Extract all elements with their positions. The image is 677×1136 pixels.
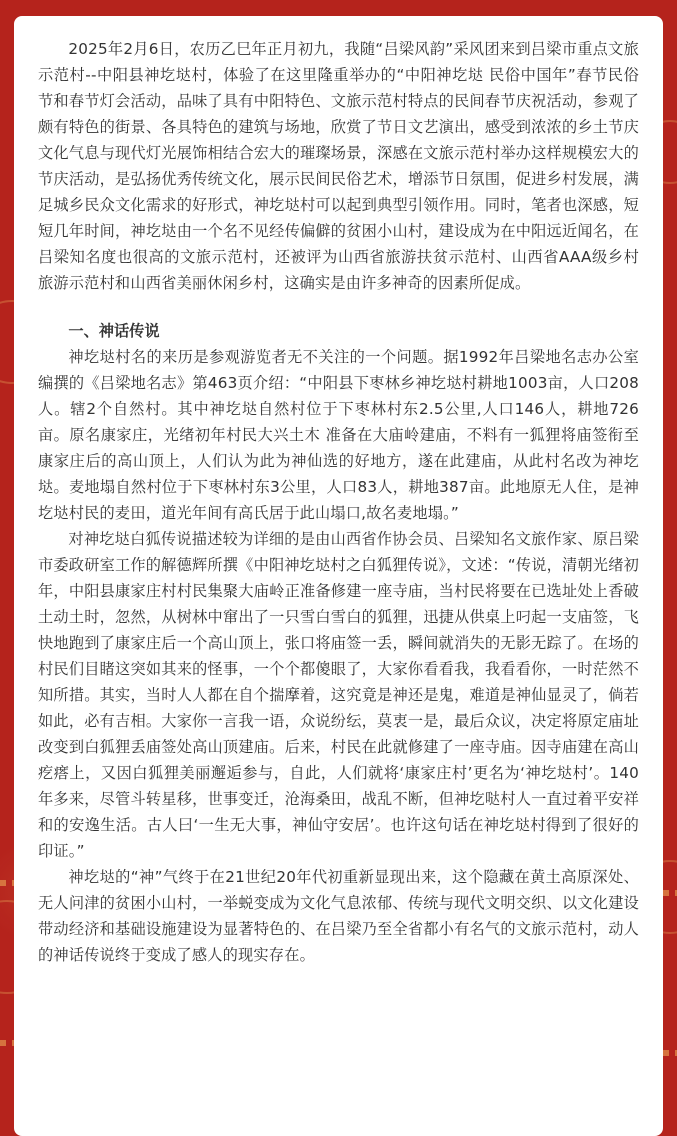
decorative-band [663, 1050, 677, 1056]
article-card [14, 16, 663, 1136]
decorative-band [0, 880, 14, 886]
section1-paragraph-3: 神圪垯的“神”气终于在21世纪20年代初重新显现出来，这个隐藏在黄土高原深处、无人问津的贫困小山村，一举蜕变成为文化气息浓郁、传统与现代文明交织、以文化建设带动经济和基础设施建设为显著特色的、在吕梁乃至全省都小有名气的文旅示范村，动人的神话传说终于变成了感人的现实存在。 [38, 868, 639, 964]
section1-paragraph-1: 神圪垯村名的来历是参观游览者无不关注的一个问题。据1992年吕梁地名志办公室编撰的《吕梁地名志》第463页介绍：“中阳县下枣林乡神圪垯村耕地1003亩，人口208人。辖2个自然村。其中神圪垯自然村位于下枣林村东2.5公里,人口146人，耕地726亩。原名康家庄，光绪初年村民大兴土木 准备在大庙岭建庙，不料有一狐狸将庙签衔至康家庄后的高山顶上，人们认为此为神仙选的好地方，遂在此建庙，从此村名改为神圪垯。麦地塌自然村位于下枣林村东3公里，人口83人，耕地387亩。此地原无人住，是神圪垯村民的麦田，道光年间有高氏居于此山塌口,故名麦地塌。” [38, 348, 639, 522]
section1-paragraph-2: 对神圪垯白狐传说描述较为详细的是由山西省作协会员、吕梁知名文旅作家、原吕梁市委政研室工作的解德辉所撰《中阳神圪垯村之白狐狸传说》，文述：“传说，清朝光绪初年，中阳县康家庄村村民集聚大庙岭正准备修建一座寺庙，当村民将要在已选址处上香破土动土时，忽然，从树林中窜出了一只雪白雪白的狐狸，迅捷从供桌上叼起一支庙签，飞快地跑到了康家庄后一个高山顶上，张口将庙签一丢，瞬间就消失的无影无踪了。在场的村民们目睹这突如其来的怪事，一个个都傻眼了，大家你看看我，我看看你，一时茫然不知所措。其实，当时人人都在自个揣摩着，这究竟是神还是鬼，难道是神仙显灵了，倘若如此，必有吉相。大家你一言我一语，众说纷纭，莫衷一是，最后众议，决定将原定庙址改变到白狐狸丢庙签处高山顶建庙。后来，村民在此就修建了一座寺庙。因寺庙建在高山疙瘩上，又因白狐狸美丽邂逅参与，自此，人们就将‘康家庄村’更名为‘神圪垯村’。140年多来，尽管斗转星移，世事变迁，沧海桑田，战乱不断，但神圪哒村人一直过着平安祥和的安逸生活。古人曰‘一生无大事，神仙守安居’。也许这句话在神圪垯村得到了很好的印证。” [38, 530, 639, 860]
decorative-band [663, 890, 677, 896]
decorative-band [0, 1040, 14, 1046]
section-heading-myth: 一、神话传说 [68, 322, 160, 340]
intro-paragraph: 2025年2月6日，农历乙巳年正月初九，我随“吕梁风韵”采风团来到吕梁市重点文旅示范村--中阳县神圪垯村，体验了在这里隆重举办的“中阳神圪垯 民俗中国年”春节民俗节和春节灯会活动，品味了具有中阳特色、文旅示范村特点的民间春节庆祝活动，参观了颇有特色的街景、各具特色的建筑与场地，欣赏了节日文艺演出，感受到浓浓的乡土节庆文化气息与现代灯光展饰相结合宏大的璀璨场景，深感在文旅示范村举办这样规模宏大的节庆活动，是弘扬优秀传统文化，展示民间民俗艺术，增添节日氛围，促进乡村发展，满足城乡民众文化需求的好形式，神圪垯村可以起到典型引领作用。同时，笔者也深感，短短几年时间，神圪垯由一个名不见经传偏僻的贫困小山村，建设成为在中阳远近闻名，在吕梁知名度也很高的文旅示范村，还被评为山西省旅游扶贫示范村、山西省AAA级乡村旅游示范村和山西省美丽休闲乡村，这确实是由许多神奇的因素所促成。 [38, 40, 639, 292]
